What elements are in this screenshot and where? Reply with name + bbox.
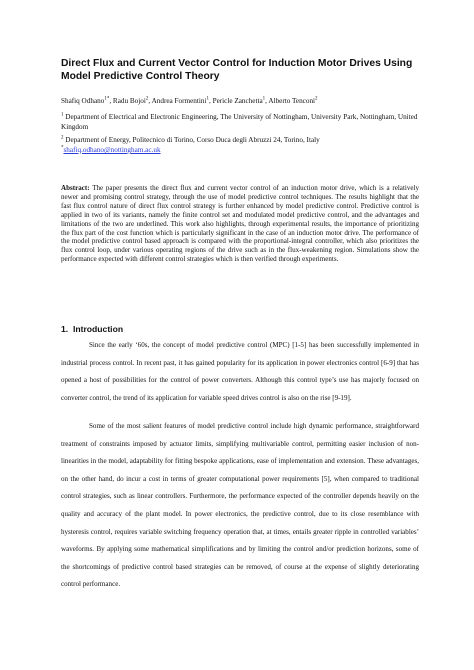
- author-list: Shafiq Odhano$^{1*}$, Radu Bojoi$^2$, Andrea Formentini$^1$, Pericle Zanchetta$^1$, Alberto Tenconi$^2$: [61, 96, 318, 105]
- affiliation-text: Department of Energy, Politecnico di Torino, Corso Duca degli Abruzzi 24, Torino, Italy: [65, 136, 320, 144]
- author-affiliation-mark: 1: [206, 96, 209, 102]
- section-number: 1.: [61, 324, 69, 334]
- body-paragraph: Since the early ‘60s, the concept of model predictive control (MPC) [1-5] has been successfully implemented in industrial process control. In recent past, it has gained popularity for its application in power electronics control [6-9] that has opened a host of possibilities for the control of power converters. Although this control type’s use has majorly focused on converter control, the trend of its application for variable speed drives control is also on the rise [9-19].: [61, 341, 419, 402]
- section-title: Introduction: [72, 324, 124, 334]
- author-name: Alberto Tenconi: [268, 97, 316, 105]
- abstract: [61, 184, 419, 264]
- author-name: Radu Bojoi: [112, 97, 146, 105]
- email-link[interactable]: shafiq.odhano@nottingham.ac.uk: [63, 146, 161, 154]
- author-affiliation-mark: 2: [315, 96, 318, 102]
- affiliation-text: Department of Electrical and Electronic Engineering, The University of Nottingham, University Park, Nottingham, United Kingdom: [61, 113, 418, 131]
- section-heading: [61, 324, 123, 334]
- abstract-text: The paper presents the direct flux and current vector control of an induction motor drive, which is a relatively newer and promising control strategy, through the use of model predictive control techniques. The results highlight that the fast flux control nature of direct flux control strategy is further enhanced by model predictive control. Predictive control is applied in two of its variants, namely the finite control set and modulated model predictive control, and the advantages and limitations of the two are underlined. This work also highlights, through experimental results, the importance of prioritizing the flux part of the cost function which is particularly significant in the case of an induction motor drive. The performance of the model predictive control based approach is compared with the proportional-integral controller, which also prioritizes the flux control loop, under various operating regions of the drive such as in the flux-weakening region. Simulations show the performance expected with different control strategies which is then verified through experiments.: [61, 184, 419, 264]
- abstract-label: Abstract:: [61, 184, 90, 192]
- author-name: Andrea Formentini: [151, 97, 207, 105]
- affiliation-1: [61, 113, 421, 132]
- author-affiliation-mark: 1: [262, 96, 266, 102]
- author-name: Pericle Zanchetta: [212, 97, 263, 105]
- paper-title: Direct Flux and Current Vector Control for Induction Motor Drives Using Model Predictive Control Theory: [61, 58, 413, 82]
- affiliation-mark: 2: [61, 135, 64, 141]
- correspondence: [61, 146, 421, 156]
- author-affiliation-mark: 1*: [104, 96, 110, 102]
- correspondence-mark: *: [61, 145, 64, 151]
- author-affiliation-mark: 2: [145, 96, 149, 102]
- affiliation-2: [61, 136, 421, 146]
- affiliation-mark: 1: [61, 112, 64, 118]
- body-paragraph: Some of the most salient features of model predictive control include high dynamic performance, straightforward treatment of constraints imposed by actuator limits, simplifying multivariable control, permitting easier inclusion of non-linearities in the model, adaptability for fitting bespoke applications, ease of implementation and extension. These advantages, on the other hand, do incur a cost in terms of greater computational power requirements [5], when compared to traditional control strategies, such as linear controllers. Furthermore, the performance expected of the controller depends heavily on the quality and accuracy of the plant model. In power electronics, the predictive control, due to its close resemblance with hysteresis control, requires variable switching frequency operation that, at times, entails greater ripple in controlled variables’ waveforms. By applying some mathematical simplifications and by limiting the control and/or prediction horizons, some of the shortcomings of predictive control based strategies can be removed, of course at the expense of slightly deteriorating control performance.: [61, 422, 419, 589]
- author-name: Shafiq Odhano: [61, 97, 105, 105]
